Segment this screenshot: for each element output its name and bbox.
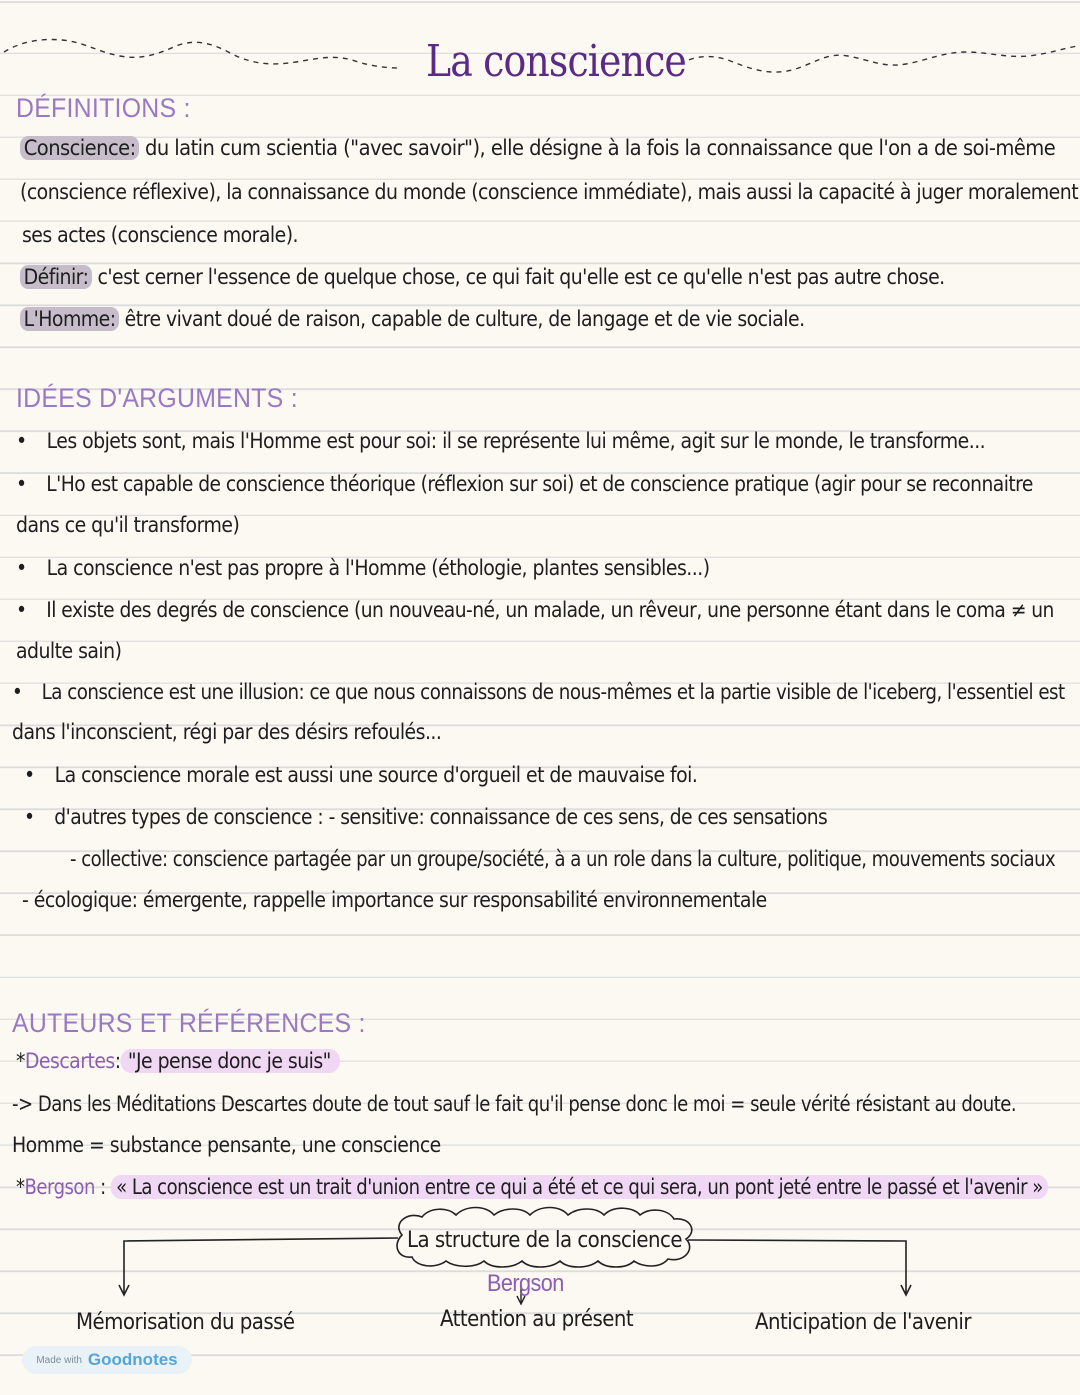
- author-name-bergson: Bergson: [24, 1175, 95, 1199]
- arguments-heading: IDÉES D'ARGUMENTS :: [16, 383, 298, 413]
- badge-brand: Goodnotes: [87, 1350, 178, 1369]
- bullet-icon: •: [16, 598, 27, 622]
- term-homme: L'Homme:: [20, 307, 119, 331]
- star-icon: *: [16, 1049, 25, 1073]
- term-conscience: Conscience:: [20, 136, 139, 160]
- argument-item: • Il existe des degrés de conscience (un nouveau-né, un malade, un rêveur, une personne étant dans le coma ≠ un: [16, 598, 1054, 622]
- definition-conscience: [20, 136, 1055, 160]
- star-icon: *: [16, 1175, 25, 1199]
- diagram-center-node: La structure de la conscience: [407, 1228, 682, 1253]
- definition-definir-text: c'est cerner l'essence de quelque chose, ce qui fait qu'elle est ce qu'elle n'est pas autre chose.: [92, 265, 945, 289]
- quote-bergson: « La conscience est un trait d'union entre ce qui a été et ce qui sera, un pont jeté entre le passé et l'avenir »: [111, 1175, 1048, 1199]
- diagram-node-future: Anticipation de l'avenir: [755, 1310, 971, 1335]
- bullet-icon: •: [24, 805, 35, 829]
- definition-definir: [20, 265, 945, 289]
- argument-item-continued: adulte sain): [16, 639, 122, 663]
- argument-subitem-ecologique: - écologique: émergente, rappelle importance sur responsabilité environnementale: [22, 888, 767, 912]
- bullet-icon: •: [24, 763, 35, 787]
- diagram-node-past: Mémorisation du passé: [76, 1310, 295, 1335]
- definition-conscience-line2: (conscience réflexive), la connaissance du monde (conscience immédiate), mais aussi la capacité à juger moralement: [20, 180, 1079, 204]
- argument-item-continued: dans ce qu'il transforme): [16, 513, 240, 537]
- goodnotes-badge: [22, 1346, 192, 1374]
- diagram-author: Bergson: [487, 1270, 564, 1297]
- term-definir: Définir:: [20, 265, 92, 289]
- definition-conscience-text: du latin cum scientia ("avec savoir"), elle désigne à la fois la connaissance que l'on a de soi-même: [139, 136, 1056, 160]
- argument-item: • d'autres types de conscience : - sensitive: connaissance de ces sens, de ces sensations: [24, 805, 828, 829]
- quote-descartes: "Je pense donc je suis": [121, 1049, 340, 1073]
- argument-item: • La conscience n'est pas propre à l'Homme (éthologie, plantes sensibles...): [16, 556, 710, 580]
- bullet-icon: •: [16, 556, 27, 580]
- argument-subitem-collective: - collective: conscience partagée par un groupe/société, à a un role dans la culture, politique, mouvements sociaux: [70, 847, 1056, 871]
- definition-homme: [20, 307, 805, 331]
- descartes-explanation: -> Dans les Méditations Descartes doute de tout sauf le fait qu'il pense donc le moi = seule vérité résistant au doute.: [12, 1092, 1017, 1116]
- badge-prefix: Made with: [36, 1354, 82, 1366]
- argument-item: • La conscience morale est aussi une source d'orgueil et de mauvaise foi.: [24, 763, 698, 787]
- bullet-icon: •: [12, 680, 23, 704]
- title-squiggle-left: [0, 30, 400, 80]
- bullet-icon: •: [16, 429, 27, 453]
- page-title: La conscience: [426, 36, 686, 87]
- author-bergson: *Bergson : « La conscience est un trait d'union entre ce qui a été et ce qui sera, un pont jeté entre le passé et l'avenir »: [16, 1175, 1048, 1199]
- argument-item: • L'Ho est capable de conscience théorique (réflexion sur soi) et de conscience pratique (agir pour se reconnaitre: [16, 472, 1033, 496]
- diagram-node-present: Attention au présent: [440, 1307, 634, 1332]
- definitions-heading: DÉFINITIONS :: [16, 93, 191, 123]
- definition-homme-text: être vivant doué de raison, capable de culture, de langage et de vie sociale.: [119, 307, 805, 331]
- argument-item: • La conscience est une illusion: ce que nous connaissons de nous-mêmes et la partie visible de l'iceberg, l'essentiel est: [12, 680, 1065, 704]
- author-name-descartes: Descartes: [24, 1049, 115, 1073]
- title-squiggle-right: [676, 30, 1080, 80]
- authors-heading: AUTEURS ET RÉFÉRENCES :: [12, 1008, 366, 1038]
- descartes-explanation-line2: Homme = substance pensante, une conscience: [12, 1133, 441, 1157]
- bullet-icon: •: [16, 472, 27, 496]
- argument-item: • Les objets sont, mais l'Homme est pour soi: il se représente lui même, agit sur le monde, le transforme...: [16, 429, 986, 453]
- argument-item-continued: dans l'inconscient, régi par des désirs refoulés...: [12, 720, 442, 744]
- author-descartes: *Descartes: "Je pense donc je suis": [16, 1049, 340, 1073]
- definition-conscience-line3: ses actes (conscience morale).: [22, 223, 299, 247]
